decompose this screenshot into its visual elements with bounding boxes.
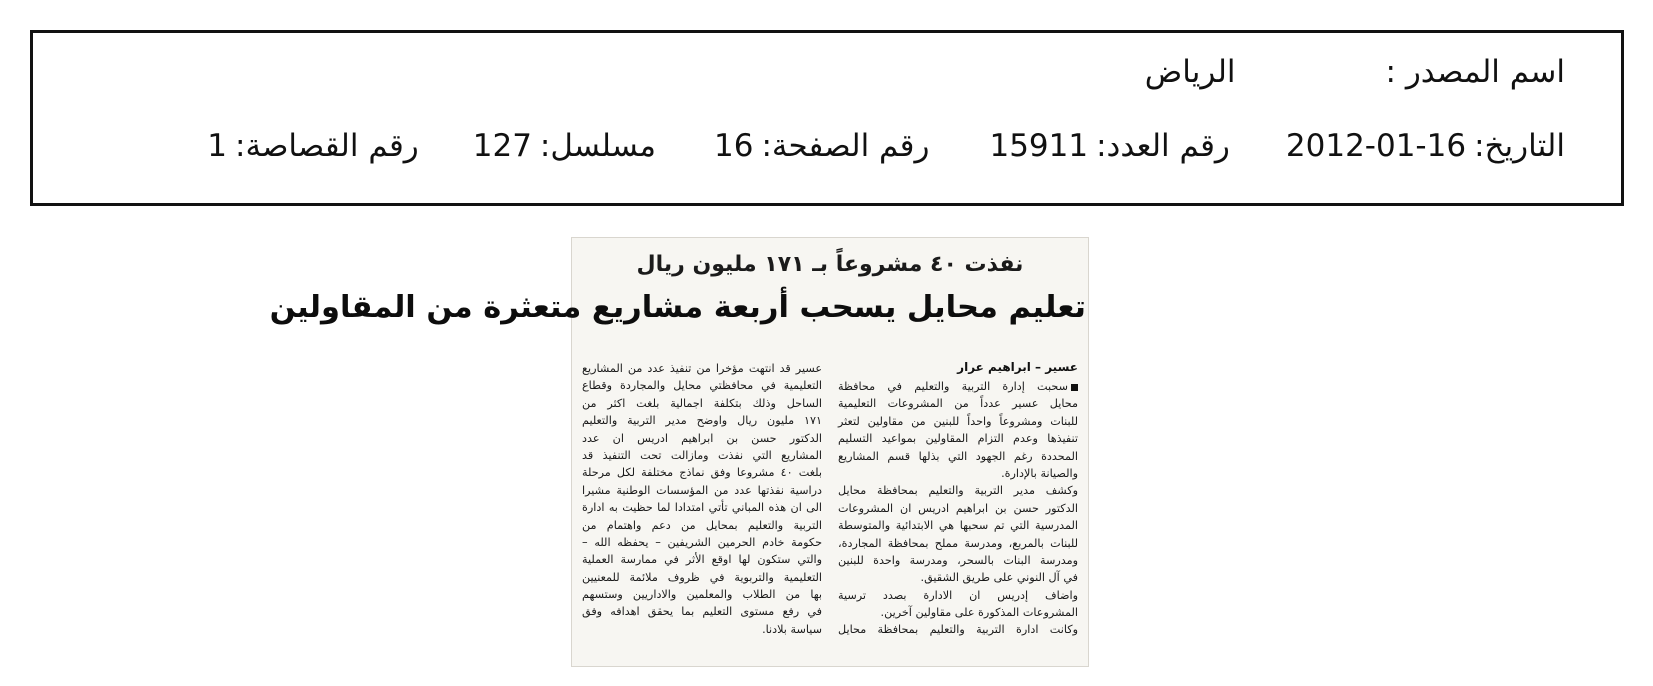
serial-value: 127 bbox=[472, 128, 532, 164]
column-line: الى ان هذه المباني تأتي امتدادا لما حظيت به ادارة bbox=[582, 501, 822, 515]
article-kicker: نفذت ٤٠ مشروعاً بـ ١٧١ مليون ريال bbox=[636, 252, 1024, 277]
column-line: التعليمية في محافظتي محايل والمجاردة وقطاع bbox=[582, 379, 822, 393]
column-line: للبنات بالمربع، ومدرسة مملح بمحافظة المجاردة، bbox=[838, 536, 1078, 550]
issue-value: 15911 bbox=[989, 128, 1089, 164]
clip-number-value: 1 bbox=[207, 128, 228, 164]
date-label: التاريخ: bbox=[1474, 128, 1565, 164]
column-line: المشاريع التي نفذت ومازالت تحت التنفيذ قد bbox=[582, 448, 822, 462]
column-line: ١٧١ مليون ريال واوضح مدير التربية والتعليم bbox=[582, 414, 822, 428]
column-line: حكومة خادم الحرمين الشريفين – يحفظه الله – bbox=[582, 535, 822, 549]
date-value: 2012-01-16 bbox=[1285, 128, 1467, 164]
column-line: عسير قد انتهت مؤخرا من تنفيذ عدد من المشاريع bbox=[582, 362, 822, 375]
column-line: المدرسية التي تم سحبها هي الابتدائية والمتوسطة bbox=[838, 519, 1078, 533]
column-line: المشروعات المذكورة على مقاولين آخرين. bbox=[880, 606, 1078, 620]
column-line: ومدرسة البنات بالسحر، ومدرسة واحدة للبنين bbox=[838, 553, 1078, 567]
clipping-info-header bbox=[30, 30, 1624, 206]
metadata-line bbox=[207, 128, 1565, 164]
column-line: والصيانة بالإدارة. bbox=[1001, 466, 1078, 480]
article-column-right bbox=[838, 378, 1078, 639]
column-line: والتي ستكون لها اوقع الأثر في ممارسة العملية bbox=[582, 553, 822, 567]
column-line: المحددة رغم الجهود التي بذلها قسم المشاريع bbox=[838, 449, 1078, 463]
column-line: دراسية نفذتها عدد من المؤسسات الوطنية مشيرا bbox=[582, 483, 822, 497]
column-line: محايل عسير عدداً من المشروعات التعليمية bbox=[838, 397, 1078, 411]
clip-number-label: رقم القصاصة: bbox=[235, 128, 419, 164]
newspaper-clipping bbox=[269, 238, 1088, 666]
column-line: الدكتور حسن بن ابراهيم ادريس ان المشروعات bbox=[838, 501, 1078, 515]
issue-label: رقم العدد: bbox=[1096, 128, 1230, 164]
column-line: وكشف مدير التربية والتعليم بمحافظة محايل bbox=[838, 484, 1078, 498]
serial-label: مسلسل: bbox=[539, 128, 657, 164]
article-headline: تعليم محايل يسحب أربعة مشاريع متعثرة من المقاولين bbox=[269, 290, 1086, 325]
source-value: الرياض bbox=[1144, 54, 1236, 90]
article-byline: عسير – ابراهيم عرار bbox=[957, 360, 1078, 374]
column-line: الدكتور حسن بن ابراهيم ادريس ان عدد bbox=[582, 431, 822, 445]
column-line: واضاف إدريس ان الادارة بصدد ترسية bbox=[838, 588, 1078, 602]
column-line: التعليمية والتربوية في ظروف ملائمة للمعنيين bbox=[582, 570, 822, 584]
page-value: 16 bbox=[714, 128, 754, 164]
article-column-left bbox=[582, 360, 822, 638]
column-line: سحبت إدارة التربية والتعليم في محافظة bbox=[838, 378, 1078, 395]
column-line: تنفيذها وعدم التزام المقاولين بمواعيد التسليم bbox=[838, 432, 1078, 446]
source-label: اسم المصدر : bbox=[1385, 54, 1565, 90]
column-line: بلغت ٤٠ مشروعا وفق نماذج مختلفة لكل مرحلة bbox=[582, 466, 822, 480]
bullet-square-icon bbox=[1071, 384, 1078, 391]
column-line: الساحل وذلك بتكلفة اجمالية بلغت اكثر من bbox=[582, 396, 822, 410]
source-line bbox=[1145, 54, 1565, 90]
column-line: وكانت ادارة التربية والتعليم بمحافظة محايل bbox=[838, 623, 1078, 637]
column-line: للبنات ومشروعاً واحداً للبنين من مقاولين لتعثر bbox=[838, 414, 1078, 428]
column-line: سياسة بلادنا. bbox=[762, 622, 822, 636]
column-line: في آل النوني على طريق الشقيق. bbox=[920, 571, 1078, 585]
column-line: في رفع مستوى التعليم بما يحقق اهدافه وفق bbox=[582, 605, 822, 619]
page-label: رقم الصفحة: bbox=[761, 128, 930, 164]
column-line: بها من الطلاب والمعلمين والاداريين وستسهم bbox=[582, 588, 822, 602]
column-line: التربية والتعليم بمحايل من دعم واهتمام من bbox=[582, 518, 822, 532]
